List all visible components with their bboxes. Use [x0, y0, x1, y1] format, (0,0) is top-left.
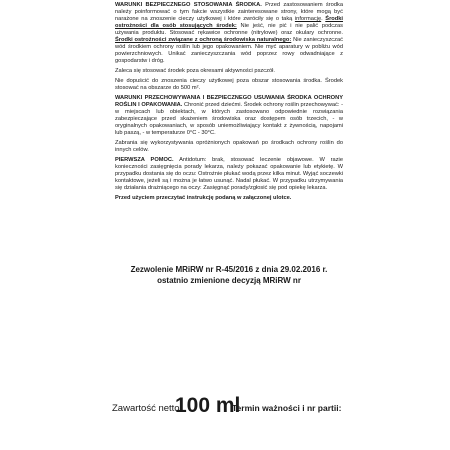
- bees-note: Zaleca się stosować środek poza okresami aktywności pszczół.: [115, 68, 275, 74]
- contents-row: [112, 394, 412, 420]
- storage-heading: WARUNKI PRZECHOWYWANIA I BEZPIECZNEGO USUWANIA ŚRODKA OCHRONY ROŚLIN I OPAKOWANIA.: [115, 95, 343, 108]
- storage-text: Chronić przed dziećmi. Środek ochrony roślin przechowywać: - w miejscach lub obiektach, w których zastosowano odpowiednie rozwiązania zabezpieczające przed skażeniem środowiska oraz dostępem osób trzecich, - w oryginalnych opakowaniach, w sposób uniemożliwiający kontakt z żywnością, napojami lub paszą, - w temperaturze 0°C - 30°C.: [115, 102, 343, 136]
- label-text-column: [115, 2, 343, 201]
- safety-conditions-section: [115, 2, 343, 65]
- storage-section: [115, 95, 343, 137]
- safety-text-sep: .: [321, 16, 326, 22]
- registration-line-2: ostatnio zmienione decyzją MRiRW nr: [157, 276, 301, 285]
- safety-text-1: Przed zastosowaniem środka należy poinformować o tym fakcie wszystkie zainteresowane strony, które mogą być narażone na znoszenie cieczy użytkowej i które zwróciły się o taką: [115, 2, 343, 22]
- first-aid-heading: PIERWSZA POMOC.: [115, 157, 174, 163]
- read-leaflet-note: Przed użyciem przeczytać instrukcję podaną w załączonej ulotce.: [115, 195, 292, 201]
- environment-precautions-heading: Środki ostrożności związane z ochroną środowiska naturalnego:: [115, 37, 292, 43]
- first-aid-text: Antidotum: brak, stosować leczenie objawowe. W razie konieczności zasięgnięcia porady lekarza, należy pokazać opakowanie lub etykietę. W przypadku dostania się do oczu: Ostrożnie płukać wodą przez kilka minut. Wyjąć soczewki kontaktowe, jeżeli są i można je łatwo usunąć. Nadal płukać. W przypadku utrzymywania się działania drażniącego na oczy: Zasięgnąć porady/zgłosić się pod opiekę lekarza.: [115, 157, 343, 191]
- information-link: informację: [294, 16, 322, 22]
- packaging-reuse-note: Zabrania się wykorzystywania opróżnionych opakowań po środkach ochrony roślin do innych celów.: [115, 140, 343, 153]
- net-contents-label: Zawartość netto:: [112, 403, 183, 414]
- environment-precautions-text: Nie zanieczyszczać wód środkiem ochrony roślin lub jego opakowaniem. Nie myć aparatury w pobliżu wód powierzchniowych. Unikać zanieczyszczania wód poprzez rowy odwadniające z gospodarstw i dróg.: [115, 37, 343, 64]
- first-aid-section: [115, 157, 343, 192]
- registration-block: [115, 264, 343, 286]
- user-precautions-heading: Środki ostrożności dla osób stosujących środek:: [115, 16, 343, 29]
- drift-note: Nie dopuścić do znoszenia cieczy użytkowej poza obszar stosowania środka. Środek stosować na obszarze do 500 m².: [115, 78, 343, 91]
- expiry-batch-label: Termin ważności i nr partii:: [232, 403, 342, 413]
- safety-conditions-heading: WARUNKI BEZPIECZNEGO STOSOWANIA ŚRODKA.: [115, 2, 262, 8]
- user-precautions-text: Nie jeść, nie pić i nie palić podczas używania produktu. Stosować rękawice ochronne (nitrylowe) oraz okulary ochronne.: [115, 23, 344, 36]
- net-contents-value: 100 ml: [175, 394, 241, 417]
- registration-line-1: Zezwolenie MRiRW nr R-45/2016 z dnia 29.02.2016 r.: [130, 265, 328, 274]
